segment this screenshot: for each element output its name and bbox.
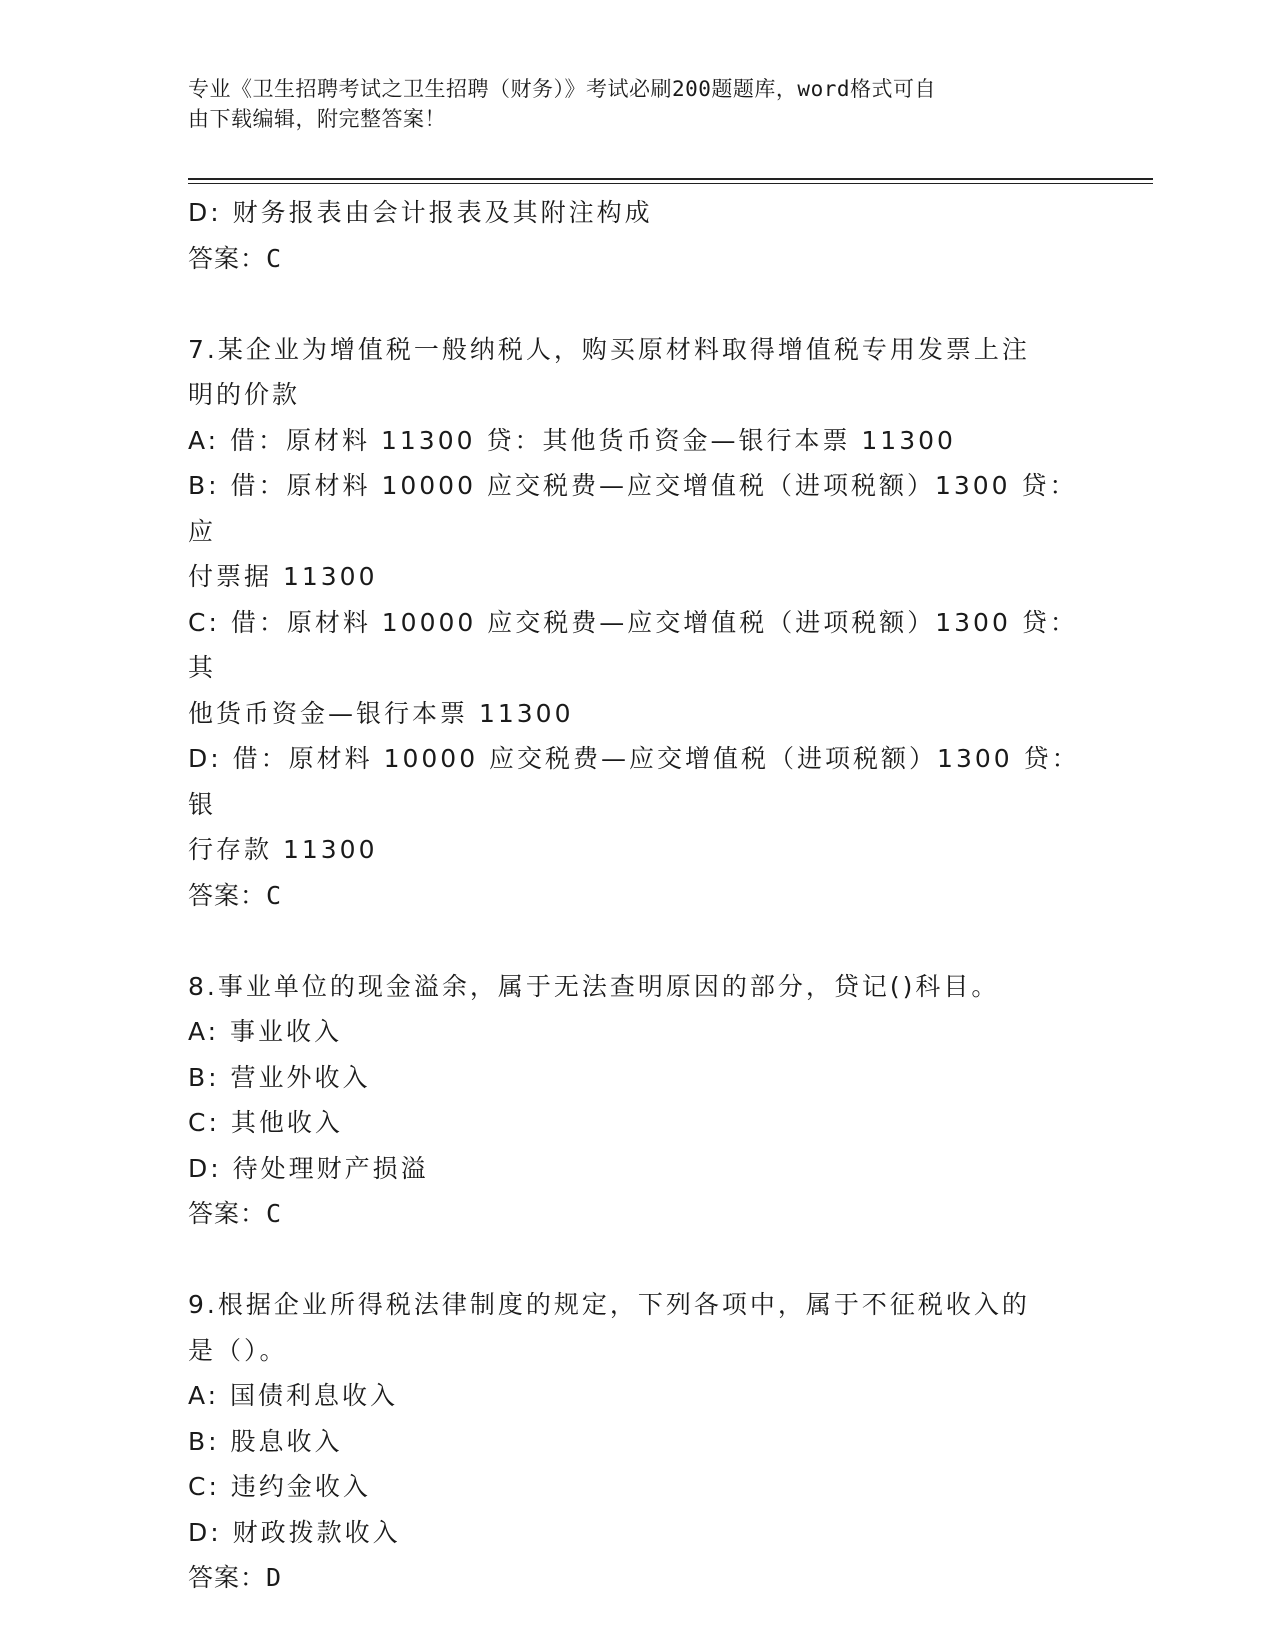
- header-line: 由下载编辑，附完整答案！: [188, 107, 446, 131]
- question-block-8: [188, 964, 1088, 1237]
- question-stem: 7.某企业为增值税一般纳税人，购买原材料取得增值税专用发票上注: [188, 334, 1030, 364]
- question-stem: 8.事业单位的现金溢余，属于无法查明原因的部分，贷记()科目。: [188, 971, 1000, 1001]
- option-d: D: 借：原材料 10000 应交税费—应交增值税（进项税额）1300 贷：银: [188, 744, 1080, 819]
- option-d: D: 财务报表由会计报表及其附注构成: [188, 198, 653, 227]
- option-c: C: 其他收入: [188, 1108, 343, 1137]
- option-c: C: 违约金收入: [188, 1472, 371, 1501]
- question-block-9: [188, 1282, 1088, 1601]
- option-b: B: 营业外收入: [188, 1062, 371, 1092]
- question-stem-continued: 是（）。: [188, 1335, 288, 1365]
- spacer: [188, 1237, 1088, 1283]
- option-c: C: 借：原材料 10000 应交税费—应交增值税（进项税额）1300 贷：其: [188, 607, 1078, 682]
- option-d: D: 待处理财产损溢: [188, 1153, 429, 1183]
- header-line: 专业《卫生招聘考试之卫生招聘（财务）》考试必刷200题题库，word格式可自: [188, 77, 936, 101]
- option-a: A: 事业收入: [188, 1017, 343, 1046]
- question-content: [188, 190, 1088, 1601]
- answer-line: 答案：C: [188, 243, 283, 273]
- option-c-continued: 他货币资金—银行本票 11300: [188, 698, 574, 728]
- header-divider-thin: [188, 183, 1153, 184]
- option-a: A: 借：原材料 11300 贷：其他货币资金—银行本票 11300: [188, 425, 956, 455]
- option-a: A: 国债利息收入: [188, 1381, 399, 1410]
- answer-line: 答案：C: [188, 1199, 283, 1228]
- question-block-7: [188, 327, 1088, 919]
- question-stem-continued: 明的价款: [188, 380, 301, 409]
- option-b: B: 股息收入: [188, 1426, 343, 1456]
- spacer: [188, 281, 1088, 327]
- spacer: [188, 918, 1088, 964]
- option-b-continued: 付票据 11300: [188, 562, 378, 591]
- option-d-continued: 行存款 11300: [188, 835, 378, 864]
- option-d: D: 财政拨款收入: [188, 1517, 401, 1547]
- answer-line: 答案：D: [188, 1563, 283, 1592]
- document-header: [188, 74, 1068, 134]
- question-stem: 9.根据企业所得税法律制度的规定，下列各项中，属于不征税收入的: [188, 1290, 1030, 1319]
- option-b: B: 借：原材料 10000 应交税费—应交增值税（进项税额）1300 贷：应: [188, 471, 1078, 546]
- answer-line: 答案：C: [188, 880, 283, 910]
- carry-over-block: [188, 190, 1088, 281]
- header-divider-thick: [188, 178, 1153, 180]
